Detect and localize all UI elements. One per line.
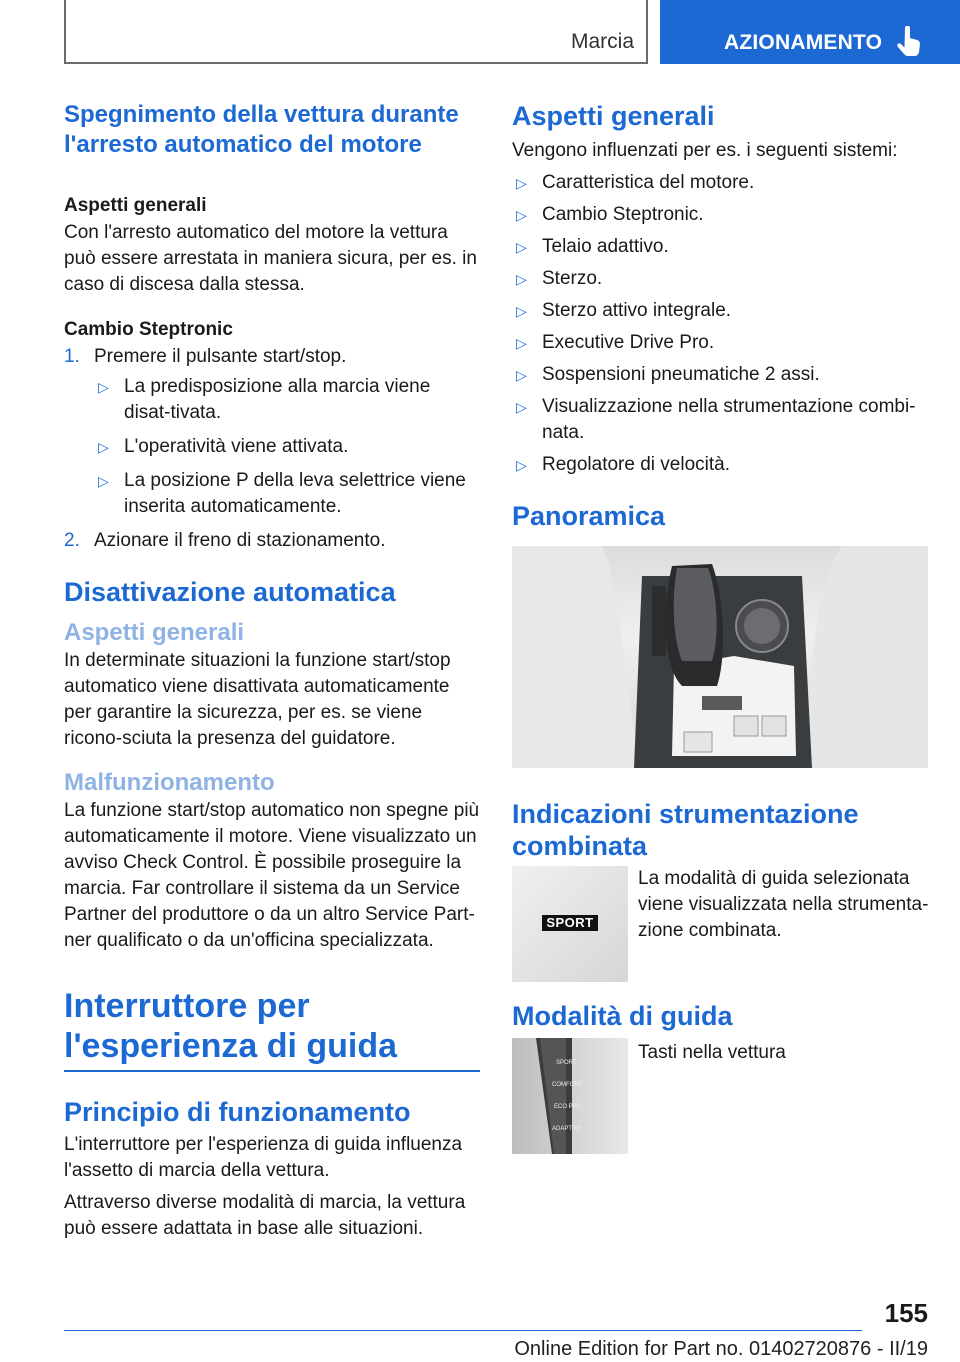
list-item-text: Cambio Steptronic. xyxy=(542,204,704,225)
triangle-bullet-icon: ▷ xyxy=(516,303,527,319)
footer-edition: Online Edition for Part no. 01402720876 - II/19 xyxy=(514,1338,928,1360)
paragraph-principio-2: Attraverso diverse modalità di marcia, la vettura può essere adattata in base alle situazioni. xyxy=(64,1192,466,1239)
pointing-hand-icon xyxy=(896,26,922,56)
button-sport[interactable]: SPORT xyxy=(556,1060,577,1066)
page-number: 155 xyxy=(884,1298,928,1328)
list-item xyxy=(94,468,480,520)
section-title-panoramica: Panoramica xyxy=(512,501,666,531)
triangle-bullet-icon: ▷ xyxy=(516,399,527,415)
step-text: Premere il pulsante start/stop. xyxy=(94,346,347,367)
paragraph-disattivazione: In determinate situazioni la funzione start/stop automatico viene disattivata automaticamente per garantire la sicurezza, per es. se viene ricono-sciuta la presenza del guidatore. xyxy=(64,650,451,749)
paragraph-aspetti-intro: Vengono influenzati per es. i seguenti sistemi: xyxy=(512,140,898,161)
list-item-text: La posizione P della leva selettrice viene inserita automaticamente. xyxy=(124,470,466,517)
section-title-modalita: Modalità di guida xyxy=(512,1001,733,1031)
list-item xyxy=(512,202,928,228)
section-title-spegnimento: Spegnimento della vettura durante l'arresto automatico del motore xyxy=(64,101,459,158)
triangle-bullet-icon: ▷ xyxy=(98,379,109,395)
section-title-aspetti-generali: Aspetti generali xyxy=(512,101,715,131)
header-chapter-tab[interactable] xyxy=(660,0,960,64)
list-item xyxy=(512,170,928,196)
list-item xyxy=(512,266,928,292)
button-comfort[interactable]: COMFORT xyxy=(552,1082,583,1088)
header-section-label: Marcia xyxy=(570,30,634,53)
triangle-bullet-icon: ▷ xyxy=(516,335,527,351)
step-number: 2. xyxy=(64,530,80,551)
list-item xyxy=(94,374,480,426)
gear-console-illustration xyxy=(512,546,928,768)
list-item-text: Sospensioni pneumatiche 2 assi. xyxy=(542,364,820,385)
left-column xyxy=(64,100,480,1242)
triangle-bullet-icon: ▷ xyxy=(516,367,527,383)
paragraph-modalita: Tasti nella vettura xyxy=(638,1042,786,1063)
list-item-text: L'operatività viene attivata. xyxy=(124,436,349,457)
list-item-text: Sterzo. xyxy=(542,268,603,289)
instrument-display-photo xyxy=(512,866,628,982)
list-item xyxy=(512,330,928,356)
triangle-bullet-icon: ▷ xyxy=(516,175,527,191)
step-1 xyxy=(64,344,480,370)
sport-badge: SPORT xyxy=(542,915,598,931)
list-item-text: Telaio adattivo. xyxy=(542,236,669,257)
paragraph-aspetti: Con l'arresto automatico del motore la vettura può essere arrestata in maniera sicura, per es. in caso di discesa dalla stessa. xyxy=(64,222,477,295)
button-adaptive[interactable]: ADAPTIVE xyxy=(552,1126,582,1132)
list-item-text: Regolatore di velocità. xyxy=(542,454,730,475)
paragraph-principio-1: L'interruttore per l'esperienza di guida influenza l'assetto di marcia della vettura. xyxy=(64,1134,463,1181)
paragraph-indicazioni: La modalità di guida selezionata viene visualizzata nella strumenta-zione combinata. xyxy=(638,868,929,941)
list-item xyxy=(94,434,480,460)
list-item xyxy=(512,298,928,324)
subheading-malfunzionamento: Malfunzionamento xyxy=(64,769,275,796)
list-item xyxy=(512,362,928,388)
button-eco-pro[interactable]: ECO PRO xyxy=(554,1104,582,1110)
triangle-bullet-icon: ▷ xyxy=(98,473,109,489)
triangle-bullet-icon: ▷ xyxy=(516,239,527,255)
step-2 xyxy=(64,528,480,554)
drive-mode-buttons-photo xyxy=(512,1038,628,1154)
section-title-indicazioni: Indicazioni strumentazione combinata xyxy=(512,799,859,861)
triangle-bullet-icon: ▷ xyxy=(516,271,527,287)
list-item xyxy=(512,234,928,260)
step-number: 1. xyxy=(64,346,80,367)
right-column xyxy=(512,100,928,1158)
section-title-principio: Principio di funzionamento xyxy=(64,1097,411,1127)
triangle-bullet-icon: ▷ xyxy=(98,439,109,455)
footer-rule xyxy=(64,1330,862,1331)
subheading-disatt-aspetti: Aspetti generali xyxy=(64,619,245,646)
list-item xyxy=(512,394,928,446)
indicazioni-block xyxy=(512,866,928,986)
header-chapter-label: AZIONAMENTO xyxy=(724,31,883,54)
systems-list xyxy=(512,170,928,478)
step-text: Azionare il freno di stazionamento. xyxy=(94,530,386,551)
subheading-aspetti: Aspetti generali xyxy=(64,195,207,216)
list-item-text: Executive Drive Pro. xyxy=(542,332,715,353)
modalita-block xyxy=(512,1038,928,1158)
triangle-bullet-icon: ▷ xyxy=(516,457,527,473)
list-item-text: Visualizzazione nella strumentazione combi-nata. xyxy=(542,396,916,443)
subheading-steptronic: Cambio Steptronic xyxy=(64,319,233,340)
chapter-title-interruttore: Interruttore per l'esperienza di guida xyxy=(64,987,398,1065)
list-item-text: Sterzo attivo integrale. xyxy=(542,300,732,321)
drive-mode-panel-icon xyxy=(512,1038,628,1154)
triangle-bullet-icon: ▷ xyxy=(516,207,527,223)
console-photo xyxy=(512,546,928,768)
list-item xyxy=(512,452,928,478)
paragraph-malfunzionamento: La funzione start/stop automatico non spegne più automaticamente il motore. Viene visualizzato un avviso Check Control. È possibile proseguire la marcia. Far controllare il sistema da un Service Partner del produttore o da un altro Service Part-ner qualificato o da un'officina specializzata. xyxy=(64,800,480,951)
header-section-box xyxy=(64,0,648,64)
list-item-text: Caratteristica del motore. xyxy=(542,172,755,193)
list-item-text: La predisposizione alla marcia viene disat-tivata. xyxy=(124,376,431,423)
section-title-disattivazione: Disattivazione automatica xyxy=(64,577,396,607)
